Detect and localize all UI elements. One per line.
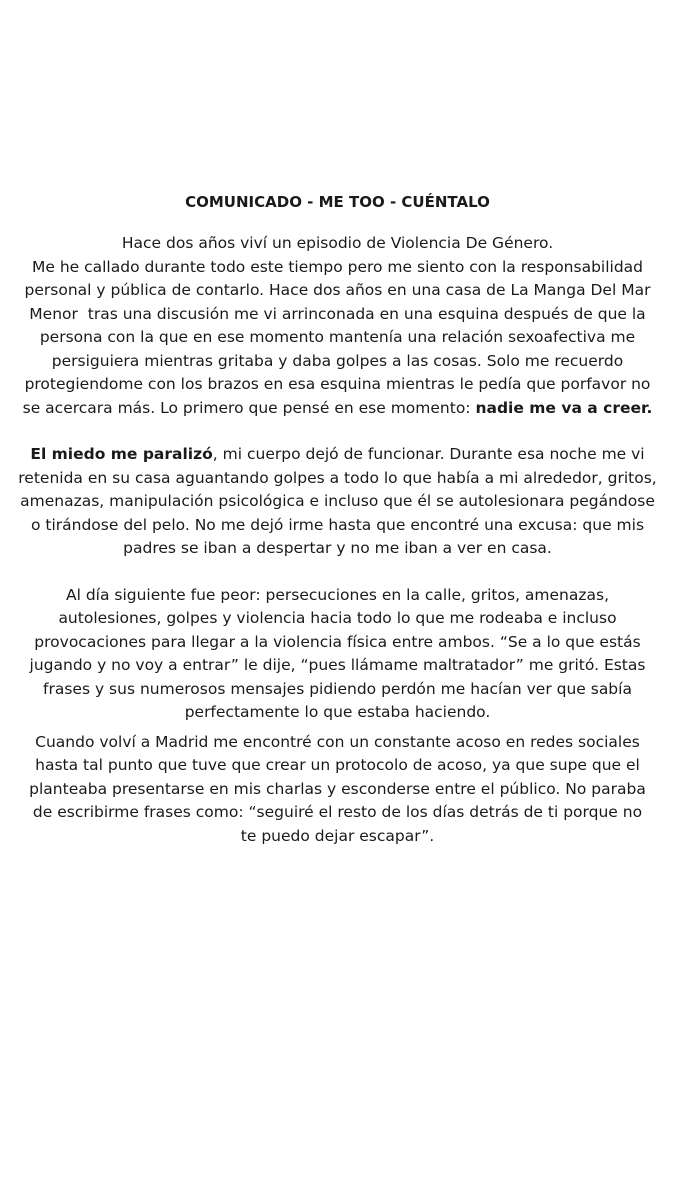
paragraph-line <box>0 397 675 421</box>
paragraph-line: jugando y no voy a entrar” le dije, “pues llámame maltratador” me gritó. Estas <box>29 656 646 674</box>
paragraph-spacer <box>0 420 675 443</box>
paragraph-line: Al día siguiente fue peor: persecuciones en la calle, gritos, amenazas, <box>65 585 610 604</box>
paragraph-2 <box>0 443 675 561</box>
statement-document <box>0 191 675 848</box>
paragraph-line: Me he callado durante todo este tiempo pero me siento con la responsabilidad <box>31 257 644 276</box>
paragraph-line: te puedo dejar escapar”. <box>240 826 435 845</box>
paragraph-line: provocaciones para llegar a la violencia física entre ambos. “Se a lo que estás <box>34 632 641 651</box>
paragraph-line: autolesiones, golpes y violencia hacia todo lo que me rodeaba e incluso <box>58 609 617 627</box>
paragraph-line: perfectamente lo que estaba haciendo. <box>184 703 491 721</box>
paragraph-line: Cuando volví a Madrid me encontré con un constante acoso en redes sociales <box>35 732 640 751</box>
paragraph-line: amenazas, manipulación psicológica e incluso que él se autolesionara pegándose <box>20 492 655 510</box>
emphasis-text: nadie me va a creer. <box>475 398 653 417</box>
paragraph-line: persona con la que en ese momento mantenía una relación sexoafectiva me <box>39 328 636 346</box>
paragraph-1 <box>0 232 675 420</box>
paragraph-line: de escribirme frases como: “seguiré el resto de los días detrás de ti porque no <box>32 803 643 821</box>
paragraph-line: retenida en su casa aguantando golpes a todo lo que había a mi alrededor, gritos, <box>18 468 657 487</box>
paragraph-line: Menor tras una discusión me vi arrinconada en una esquina después de que la <box>29 304 646 323</box>
paragraph-line: padres se iban a despertar y no me iban a ver en casa. <box>123 539 552 557</box>
paragraph-4 <box>0 731 675 849</box>
paragraph-line: frases y sus numerosos mensajes pidiendo perdón me hacían ver que sabía <box>43 679 632 698</box>
paragraph-3 <box>0 584 675 725</box>
paragraph-line: personal y pública de contarlo. Hace dos años en una casa de La Manga Del Mar <box>24 281 651 299</box>
emphasis-text: El miedo me paralizó <box>30 445 213 463</box>
paragraph-line <box>0 443 675 467</box>
paragraph-text: se acercara más. Lo primero que pensé en ese momento: <box>22 398 476 417</box>
paragraph-line: protegiendome con los brazos en esa esquina mientras le pedía que porfavor no <box>24 375 651 393</box>
paragraph-line: persiguiera mientras gritaba y daba golpes a las cosas. Solo me recuerdo <box>51 351 624 370</box>
paragraph-line: hasta tal punto que tuve que crear un protocolo de acoso, ya que supe que el <box>35 756 640 774</box>
document-title: COMUNICADO - ME TOO - CUÉNTALO <box>185 193 490 211</box>
paragraph-line: planteaba presentarse en mis charlas y esconderse entre el público. No paraba <box>29 779 646 798</box>
paragraph-line: Hace dos años viví un episodio de Violencia De Género. <box>121 234 554 252</box>
paragraph-line: o tirándose del pelo. No me dejó irme hasta que encontré una excusa: que mis <box>30 515 645 534</box>
paragraph-spacer <box>0 561 675 584</box>
paragraph-text: , mi cuerpo dejó de funcionar. Durante esa noche me vi <box>212 445 645 463</box>
